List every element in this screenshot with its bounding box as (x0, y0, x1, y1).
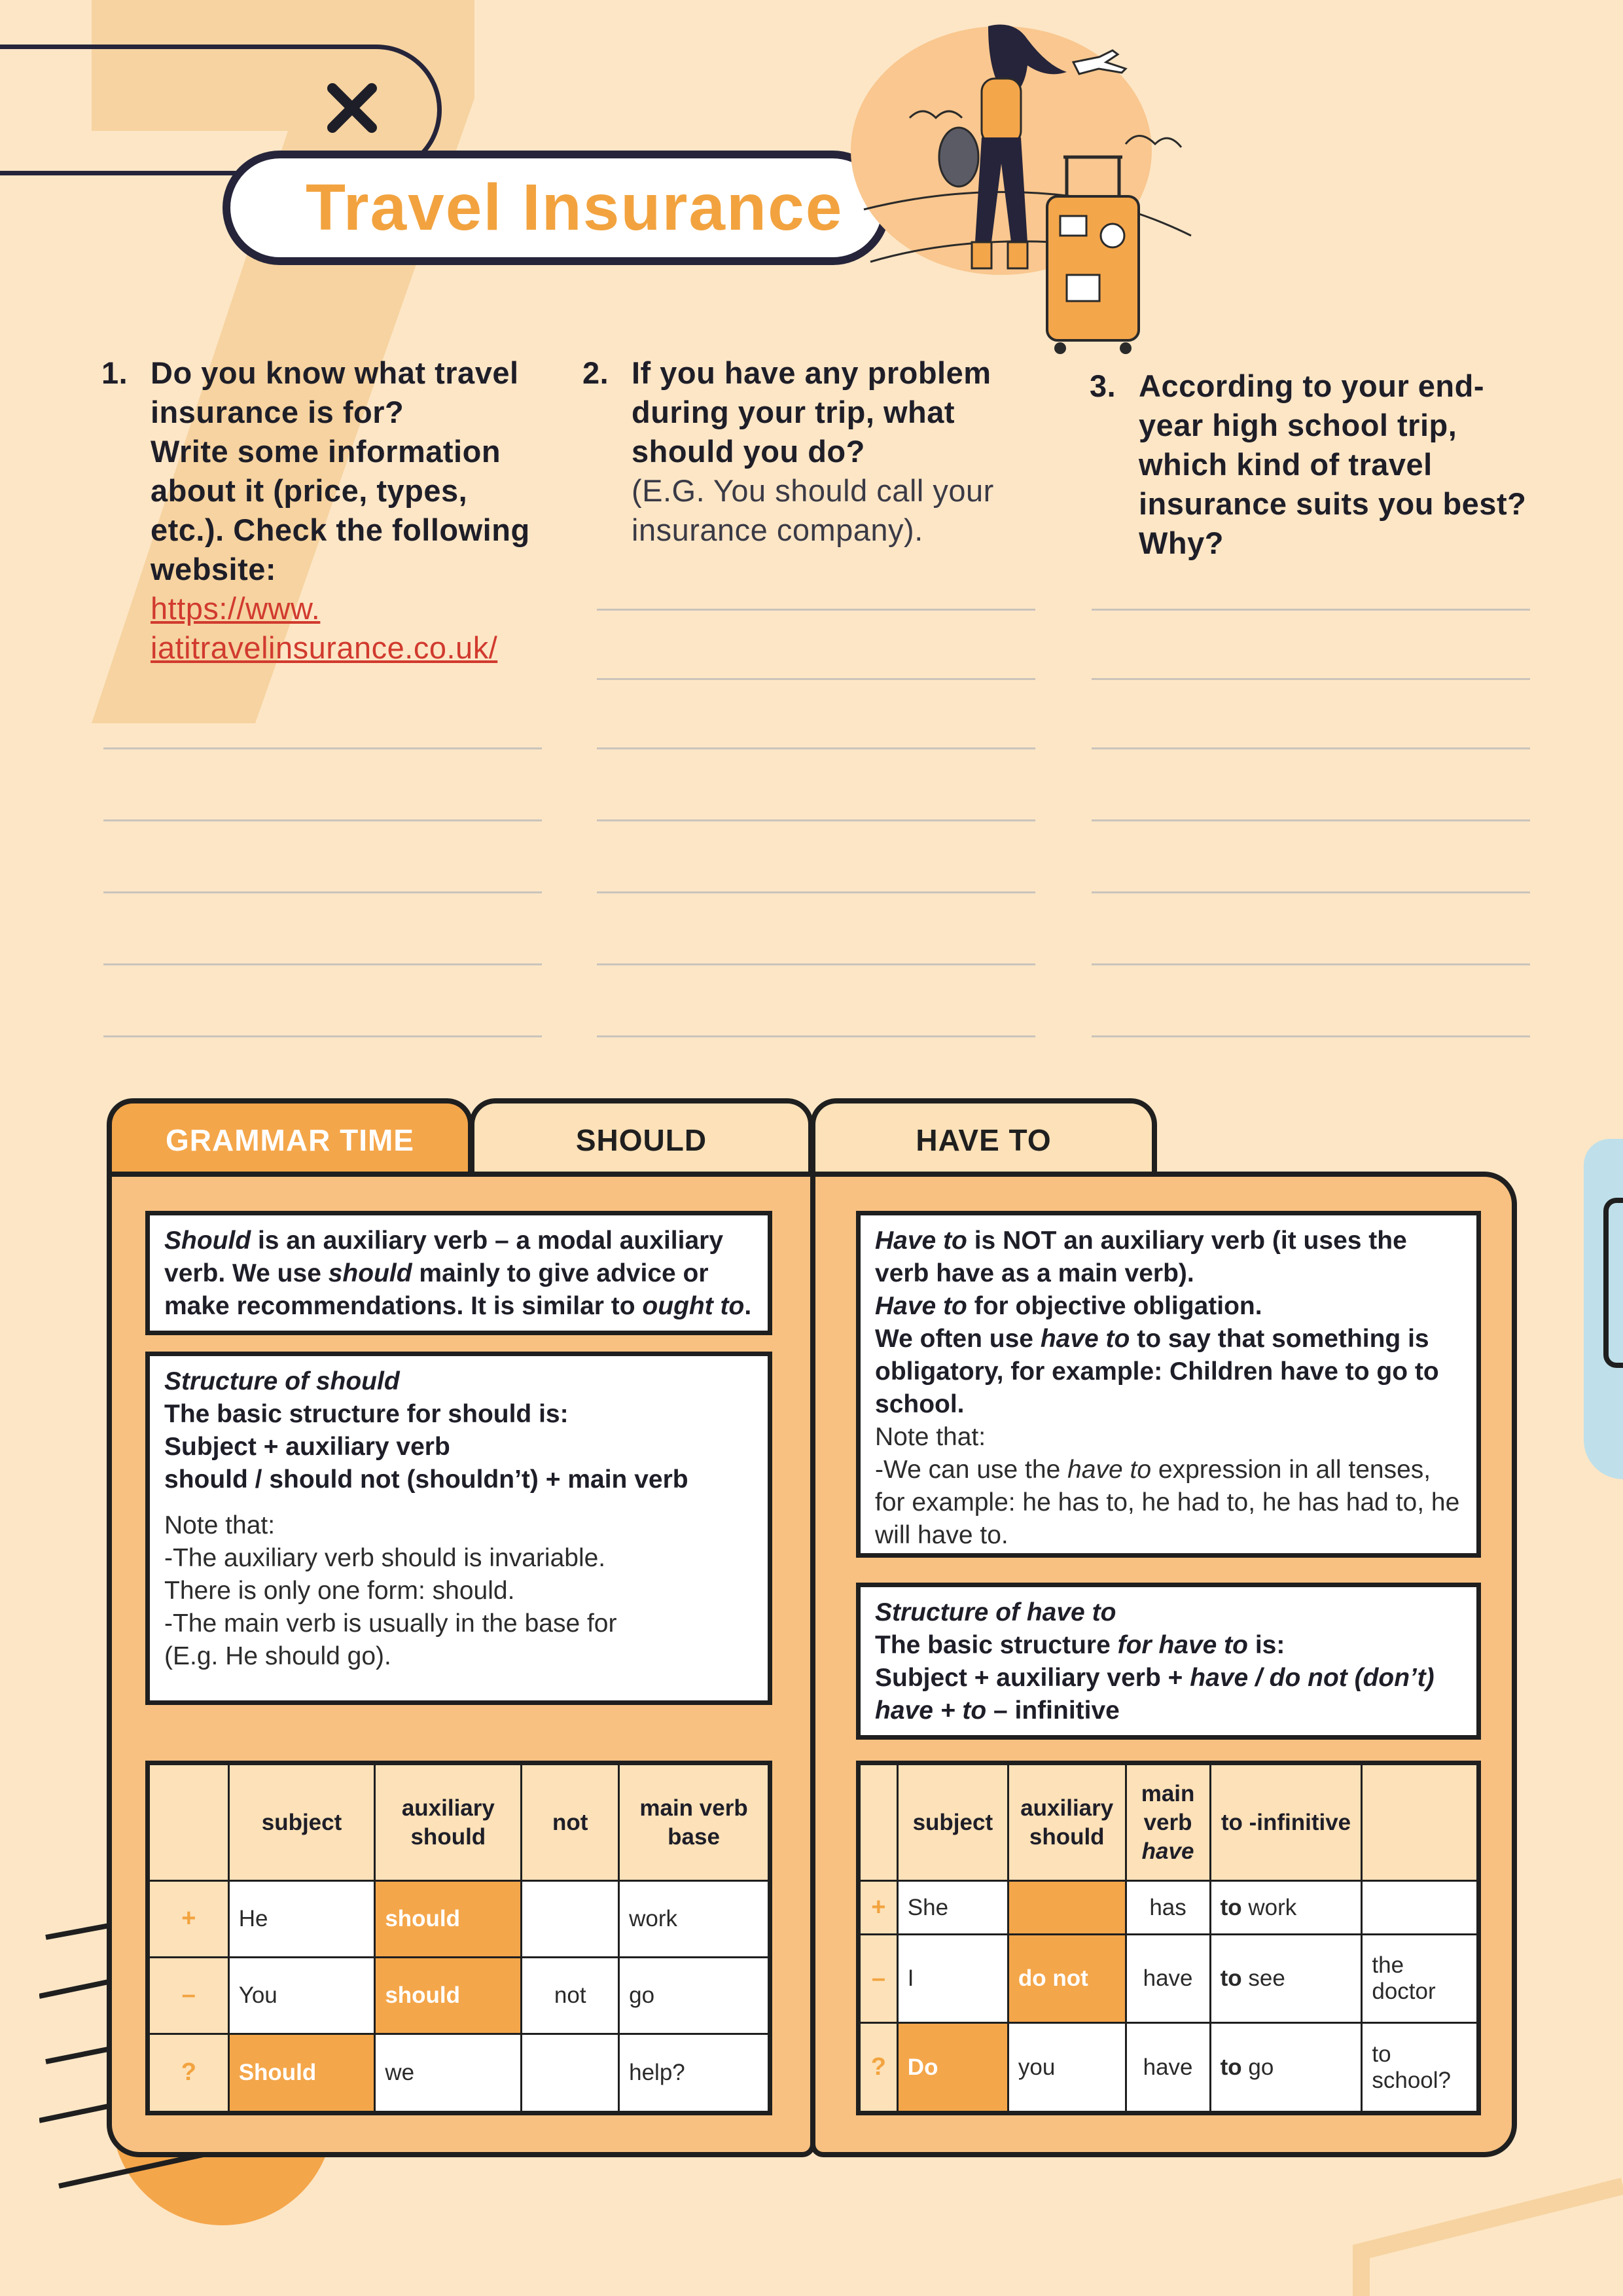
have-to-structure-emphasis: have + to (875, 1696, 987, 1725)
table-header-cell: auxiliary should (1008, 1763, 1126, 1881)
table-row (859, 1935, 1479, 2023)
question-1-text-line: website: (151, 552, 277, 586)
answer-line-q3[interactable] (1092, 819, 1530, 821)
answer-line-q3[interactable] (1092, 678, 1530, 680)
should-structure-line: Subject + auxiliary verb (164, 1433, 450, 1461)
answer-line-q2[interactable] (597, 678, 1035, 680)
have-to-table (856, 1761, 1481, 2115)
question-3 (1090, 367, 1587, 563)
infinitive-verb: see (1241, 1965, 1285, 1992)
table-row (859, 1881, 1479, 1935)
table-cell (1210, 1935, 1362, 2023)
should-structure-formula-end: + main verb (538, 1465, 688, 1494)
have-to-emphasis: have to (1040, 1325, 1130, 1353)
table-cell (1210, 1881, 1362, 1935)
question-3-text-line: which kind of travel (1139, 447, 1433, 482)
table-cell: have (1126, 2023, 1210, 2113)
table-cell: work (619, 1881, 770, 1958)
tab-grammar-time-label: GRAMMAR TIME (166, 1123, 414, 1157)
table-cell (1362, 1881, 1479, 1935)
table-cell: we (375, 2034, 522, 2113)
tab-grammar-time[interactable] (107, 1098, 473, 1177)
should-note: Note that: (164, 1511, 276, 1539)
table-header-cell: not (522, 1763, 619, 1881)
table-cell (1210, 2023, 1362, 2113)
row-sign: ? (859, 2023, 898, 2113)
question-2-number: 2. (582, 355, 609, 390)
should-structure-heading: Structure of should (164, 1367, 400, 1395)
page-title: Travel Insurance (306, 171, 844, 244)
table-header-row (859, 1763, 1479, 1881)
tab-should[interactable] (469, 1098, 813, 1177)
question-2-text-line: If you have any problem (632, 355, 991, 390)
close-icon[interactable] (326, 82, 378, 134)
answer-line-q2[interactable] (597, 963, 1035, 965)
table-header-cell (1126, 1763, 1210, 1881)
table-cell: go (619, 1957, 770, 2034)
table-header-main-verb: main verb (1141, 1780, 1195, 1835)
should-definition-text: mainly to give advice or make recommendations. It is similar to (164, 1259, 709, 1320)
question-1-text-line: Do you know what travel (151, 355, 519, 390)
should-definition-box (145, 1211, 772, 1335)
table-cell-highlight: Should (228, 2034, 375, 2113)
answer-line-q2[interactable] (597, 609, 1035, 611)
to-particle: to (1220, 1965, 1242, 1992)
should-note: (E.g. He should go). (164, 1642, 391, 1670)
ought-to-emphasis: ought to (642, 1292, 745, 1320)
traveler-illustration (851, 13, 1217, 367)
question-1-text-line: etc.). Check the following (151, 512, 530, 547)
website-link[interactable]: https://www. (151, 591, 321, 626)
should-term: Should (164, 1227, 251, 1255)
table-header-cell (1362, 1763, 1479, 1881)
row-sign: – (148, 1957, 229, 2034)
row-sign: – (859, 1935, 898, 2023)
table-header-cell: to -infinitive (1210, 1763, 1362, 1881)
answer-line-q1[interactable] (103, 963, 542, 965)
row-sign: + (148, 1881, 229, 1958)
have-to-structure-heading: Structure of have to (875, 1598, 1116, 1626)
answer-line-q3[interactable] (1092, 891, 1530, 893)
have-to-note-emphasis: have to (1067, 1456, 1152, 1484)
decorative-outline-shape (1603, 1198, 1623, 1368)
table-row (859, 2023, 1479, 2113)
answer-line-q3[interactable] (1092, 747, 1530, 749)
table-cell-highlight: Do (897, 2023, 1008, 2113)
have-to-definition-text: to say that something is obligatory, for example: Children have to go to school. (875, 1325, 1439, 1418)
question-1-text-line: about it (price, types, (151, 473, 468, 508)
page-title-pill (223, 151, 890, 265)
have-to-note: expression in all tenses, for example: he has to, he had to, he has had to, he will have to. (875, 1456, 1460, 1549)
have-to-structure-line: is: (1248, 1631, 1285, 1659)
decorative-corner-stroke (1348, 2160, 1623, 2296)
question-2-text-line: during your trip, what (632, 395, 955, 429)
should-emphasis: should (328, 1259, 412, 1287)
have-to-definition-text: is NOT an auxiliary verb (it uses the verb have as a main verb). (875, 1227, 1407, 1287)
table-row (148, 2034, 770, 2113)
have-to-note: -We can use the (875, 1456, 1068, 1484)
question-3-text-line: insurance suits you best? (1139, 486, 1527, 521)
answer-line-q1[interactable] (103, 891, 542, 893)
should-definition-text: . (744, 1292, 752, 1320)
question-2 (582, 353, 1041, 550)
table-cell-highlight (1008, 1881, 1126, 1935)
should-note: There is only one form: should. (164, 1577, 515, 1605)
have-to-structure-line: Subject + auxiliary verb + (875, 1664, 1190, 1692)
answer-line-q2[interactable] (597, 819, 1035, 821)
table-header-cell: auxiliary should (375, 1763, 522, 1881)
answer-line-q2[interactable] (597, 1035, 1035, 1037)
to-particle: to (1220, 2054, 1242, 2080)
table-cell: I (897, 1935, 1008, 2023)
table-header-cell: subject (228, 1763, 375, 1881)
table-cell-highlight: should (375, 1881, 522, 1958)
question-1-text-line: insurance is for? (151, 395, 404, 429)
table-header-cell: main verb base (619, 1763, 770, 1881)
question-3-text-line: According to your end- (1139, 368, 1484, 403)
table-cell: the doctor (1362, 1935, 1479, 2023)
row-sign: + (859, 1881, 898, 1935)
question-1-text-line: Write some information (151, 434, 501, 469)
have-to-structure-line: – infinitive (986, 1696, 1120, 1725)
answer-line-q3[interactable] (1092, 963, 1530, 965)
have-to-term: Have to (875, 1227, 967, 1255)
answer-line-q1[interactable] (103, 819, 542, 821)
answer-line-q3[interactable] (1092, 609, 1530, 611)
have-to-definition-text: We often use (875, 1325, 1041, 1353)
table-row (148, 1881, 770, 1958)
should-structure-formula: should / should not (shouldn’t) (164, 1465, 539, 1494)
table-cell-highlight: should (375, 1957, 522, 2034)
infinitive-verb: work (1241, 1894, 1297, 1920)
have-to-structure-emphasis: have / do not (don’t) (1190, 1664, 1435, 1692)
have-to-structure-emphasis: for have to (1117, 1631, 1248, 1659)
should-table (145, 1761, 772, 2115)
tab-have-to-label: HAVE TO (916, 1123, 1052, 1157)
table-cell-highlight: do not (1008, 1935, 1126, 2023)
table-cell: to school? (1362, 2023, 1479, 2113)
tab-should-label: SHOULD (575, 1123, 707, 1157)
to-particle: to (1220, 1894, 1242, 1920)
row-sign: ? (148, 2034, 229, 2113)
table-cell: You (228, 1957, 375, 2034)
question-2-text-line: should you do? (632, 434, 865, 469)
have-to-definition-box (856, 1211, 1481, 1558)
question-3-text-line: year high school trip, (1139, 408, 1457, 442)
question-2-hint: insurance company). (632, 512, 923, 547)
question-3-text-line: Why? (1139, 526, 1224, 560)
have-to-note: Note that: (875, 1423, 986, 1451)
answer-line-q2[interactable] (597, 891, 1035, 893)
question-1-number: 1. (101, 355, 128, 390)
table-cell: has (1126, 1881, 1210, 1935)
answer-line-q1[interactable] (103, 1035, 542, 1037)
tab-have-to[interactable] (810, 1098, 1157, 1177)
table-header-row (148, 1763, 770, 1881)
have-to-structure-box (856, 1583, 1481, 1740)
have-to-definition-text: for objective obligation. (967, 1292, 1262, 1320)
website-link[interactable]: iatitravelinsurance.co.uk/ (151, 630, 498, 665)
answer-line-q3[interactable] (1092, 1035, 1530, 1037)
answer-line-q2[interactable] (597, 747, 1035, 749)
have-to-term: Have to (875, 1292, 967, 1320)
table-cell: She (897, 1881, 1008, 1935)
table-cell: have (1126, 1935, 1210, 2023)
table-cell: you (1008, 2023, 1126, 2113)
table-cell (522, 1881, 619, 1958)
question-2-hint: (E.G. You should call your (632, 473, 994, 508)
should-definition-text: is an auxiliary verb – a modal auxiliary verb. We use (164, 1227, 724, 1287)
should-note: -The auxiliary verb should is invariable. (164, 1544, 606, 1572)
table-cell: help? (619, 2034, 770, 2113)
should-structure-line: The basic structure for should is: (164, 1400, 569, 1428)
table-header-cell (148, 1763, 229, 1881)
table-header-cell (859, 1763, 898, 1881)
table-header-cell: subject (897, 1763, 1008, 1881)
table-cell: not (522, 1957, 619, 2034)
table-row (148, 1957, 770, 2034)
infinitive-verb: go (1241, 2054, 1274, 2080)
table-cell (522, 2034, 619, 2113)
should-note: -The main verb is usually in the base for (164, 1609, 617, 1638)
question-3-number: 3. (1090, 368, 1116, 403)
should-structure-box (145, 1352, 772, 1705)
answer-line-q1[interactable] (103, 747, 542, 749)
have-to-structure-line: The basic structure (875, 1631, 1118, 1659)
table-header-have: have (1141, 1838, 1194, 1864)
table-cell: He (228, 1881, 375, 1958)
question-1 (101, 353, 560, 668)
